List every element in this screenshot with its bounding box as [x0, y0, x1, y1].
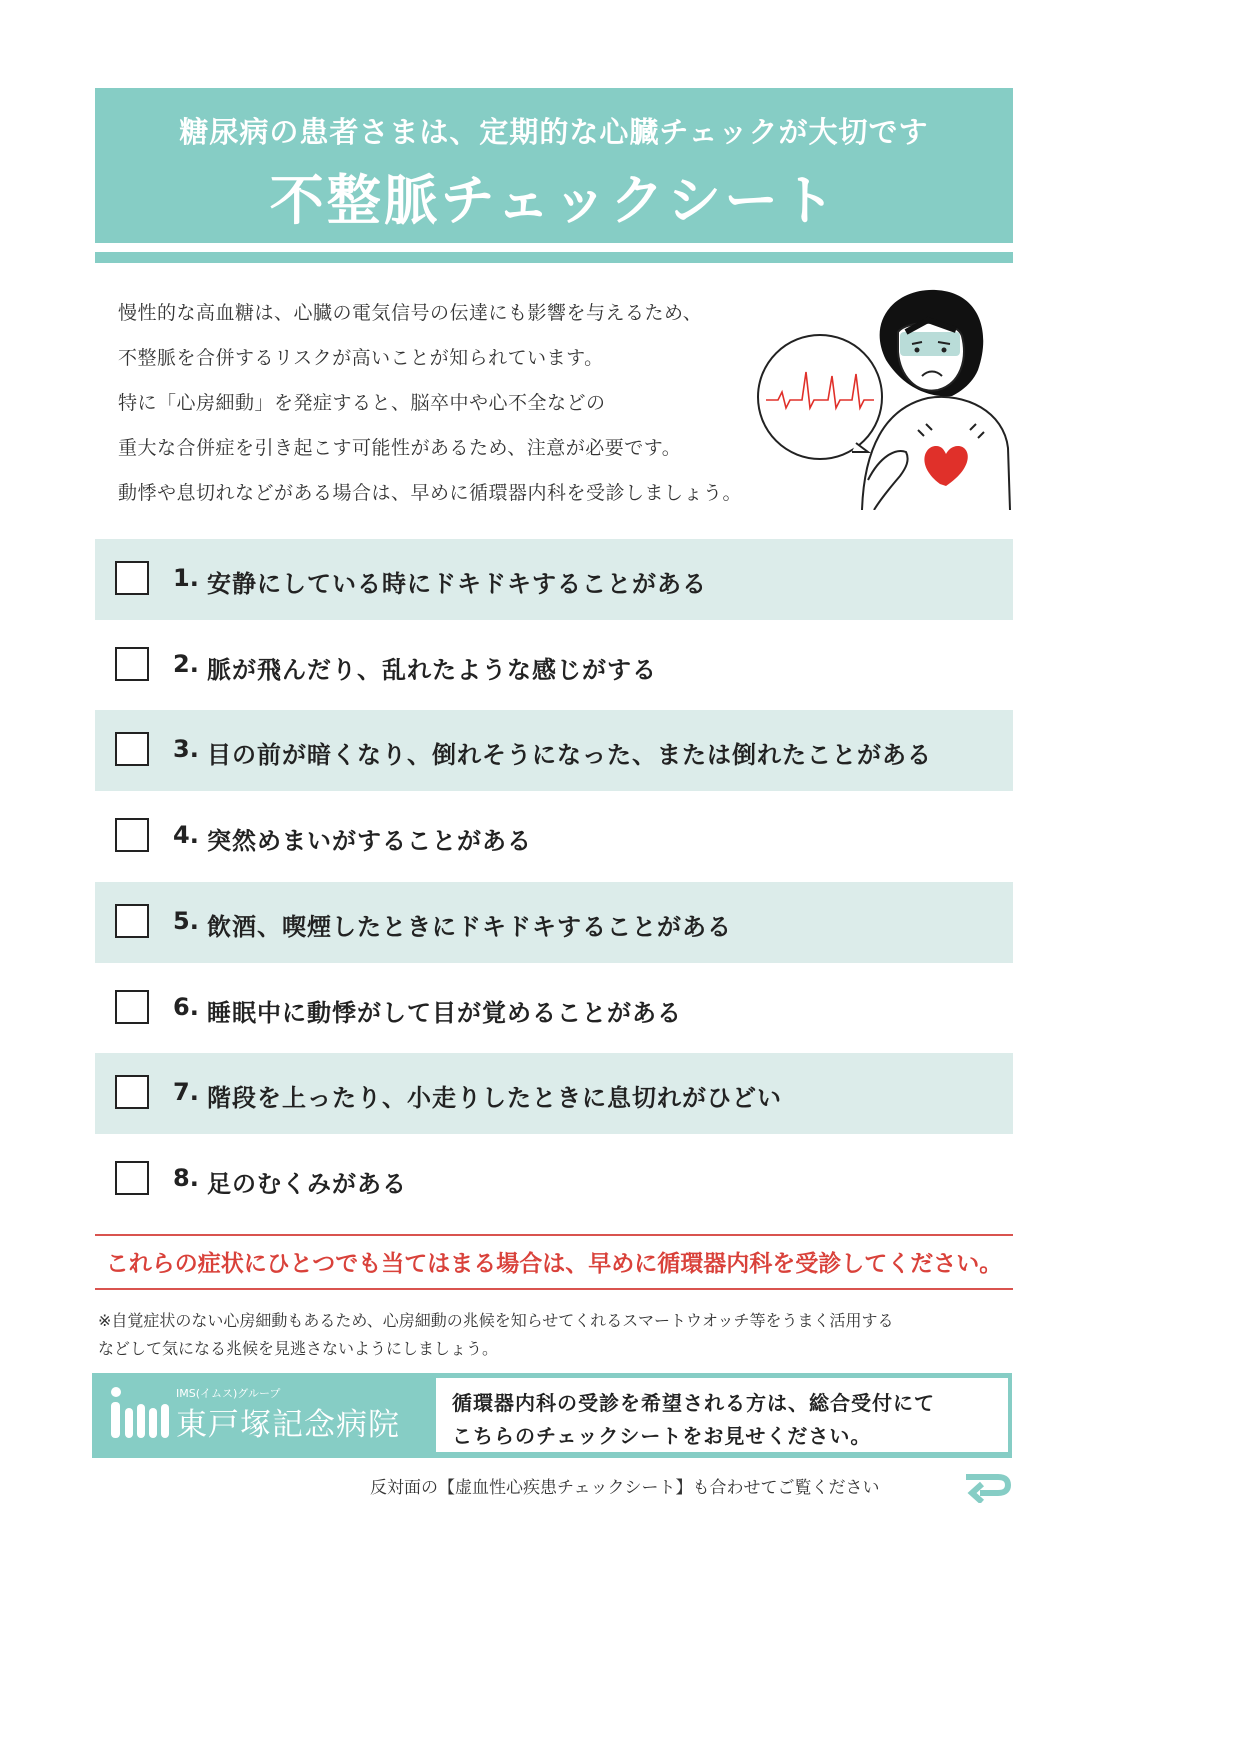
item-text: 目の前が暗くなり、倒れそうになった、または倒れたことがある: [207, 741, 932, 769]
checkbox[interactable]: [115, 904, 149, 938]
checklist-item[interactable]: [95, 882, 1013, 963]
checklist-item[interactable]: [95, 796, 1013, 877]
return-arrow-icon: [962, 1471, 1012, 1503]
checkbox[interactable]: [115, 1161, 149, 1195]
header-banner: [95, 88, 1013, 243]
hospital-name: 東戸塚記念病院: [176, 1407, 400, 1443]
checklist-item[interactable]: [95, 710, 1013, 791]
header-subtitle: 糖尿病の患者さまは、定期的な心臓チェックが大切です: [179, 115, 929, 149]
item-text: 階段を上ったり、小走りしたときに息切れがひどい: [207, 1084, 782, 1112]
warning-bottom-rule: [95, 1288, 1013, 1290]
item-number: 7.: [173, 1078, 199, 1106]
intro-line: 不整脈を合併するリスクが高いことが知られています。: [118, 347, 604, 369]
item-number: 8.: [173, 1164, 199, 1192]
item-text: 安静にしている時にドキドキすることがある: [207, 570, 707, 598]
checkbox[interactable]: [115, 1075, 149, 1109]
warning-text: これらの症状にひとつでも当てはまる場合は、早めに循環器内科を受診してください。: [105, 1251, 1003, 1277]
header-rule: [95, 252, 1013, 263]
item-text: 飲酒、喫煙したときにドキドキすることがある: [207, 913, 732, 941]
checkbox[interactable]: [115, 990, 149, 1024]
ims-logo-icon: [106, 1386, 172, 1446]
item-text: 突然めまいがすることがある: [207, 827, 532, 855]
checkbox[interactable]: [115, 647, 149, 681]
item-number: 1.: [173, 564, 199, 592]
logo-group-name: IMS(イムス)グループ: [176, 1387, 281, 1400]
checklist-item[interactable]: [95, 1053, 1013, 1134]
checklist-item[interactable]: [95, 625, 1013, 706]
note-line: などして気になる兆候を見逃さないようにしましょう。: [98, 1339, 499, 1358]
checkbox[interactable]: [115, 561, 149, 595]
item-number: 3.: [173, 735, 199, 763]
item-number: 2.: [173, 650, 199, 678]
warning-top-rule: [95, 1234, 1013, 1236]
note-line: ※自覚症状のない心房細動もあるため、心房細動の兆候を知らせてくれるスマートウオッチ等をうまく活用する: [98, 1311, 894, 1330]
reception-box: [436, 1378, 1008, 1452]
intro-line: 慢性的な高血糖は、心臓の電気信号の伝達にも影響を与えるため、: [118, 302, 703, 324]
item-text: 睡眠中に動悸がして目が覚めることがある: [207, 999, 682, 1027]
checklist-item[interactable]: [95, 968, 1013, 1049]
reverse-side-note: 反対面の【虚血性心疾患チェックシート】も合わせてご覧ください: [370, 1478, 880, 1498]
item-number: 4.: [173, 821, 199, 849]
item-text: 脈が飛んだり、乱れたような感じがする: [207, 656, 657, 684]
footer-bar: [92, 1373, 1012, 1458]
checklist-item[interactable]: [95, 1139, 1013, 1220]
checklist-item[interactable]: [95, 539, 1013, 620]
reception-line: こちらのチェックシートをお見せください。: [452, 1424, 872, 1448]
intro-line: 重大な合併症を引き起こす可能性があるため、注意が必要です。: [118, 437, 682, 459]
item-number: 6.: [173, 993, 199, 1021]
intro-line: 特に「心房細動」を発症すると、脳卒中や心不全などの: [118, 392, 606, 414]
reception-line: 循環器内科の受診を希望される方は、総合受付にて: [452, 1391, 935, 1415]
checkbox[interactable]: [115, 732, 149, 766]
item-number: 5.: [173, 907, 199, 935]
checkbox[interactable]: [115, 818, 149, 852]
page-title: 不整脈チェックシート: [269, 169, 839, 232]
item-text: 足のむくみがある: [207, 1170, 407, 1198]
intro-line: 動悸や息切れなどがある場合は、早めに循環器内科を受診しましょう。: [118, 482, 743, 504]
ecg-bubble-icon: [758, 335, 882, 459]
patient-chest-pain-illustration: [756, 280, 1014, 510]
